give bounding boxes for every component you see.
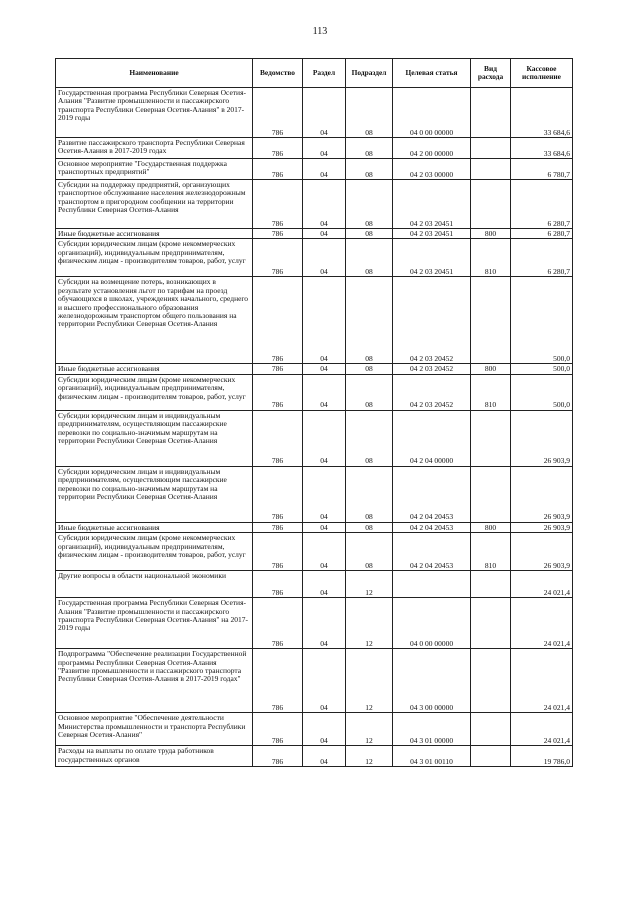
cell-target-article: 04 2 03 00000 [393, 159, 471, 180]
cell-target-article: 04 0 00 00000 [393, 598, 471, 649]
cell-name: Основное мероприятие "Обеспечение деятельности Министерства промышленности и транспорта Республики Северная Осетия-Алания" [56, 713, 253, 746]
cell-expense-type [471, 180, 511, 229]
cell-cash-execution: 26 903,9 [511, 466, 573, 522]
cell-subsection: 12 [346, 571, 393, 598]
budget-table [55, 58, 573, 767]
table-row [56, 364, 573, 374]
cell-expense-type [471, 138, 511, 159]
cell-expense-type [471, 571, 511, 598]
cell-subsection: 12 [346, 713, 393, 746]
cell-section: 04 [303, 138, 346, 159]
cell-name: Расходы на выплаты по оплате труда работников государственных органов [56, 746, 253, 767]
cell-subsection: 08 [346, 88, 393, 138]
cell-name: Развитие пассажирского транспорта Республики Северная Осетия-Алания в 2017-2019 годах [56, 138, 253, 159]
cell-name: Иные бюджетные ассигнования [56, 229, 253, 239]
cell-section: 04 [303, 533, 346, 571]
cell-target-article: 04 2 03 20451 [393, 229, 471, 239]
header-department: Ведомство [253, 59, 303, 88]
cell-section: 04 [303, 649, 346, 713]
cell-target-article: 04 2 03 20451 [393, 239, 471, 277]
cell-name: Иные бюджетные ассигнования [56, 364, 253, 374]
table-row [56, 713, 573, 746]
cell-name: Иные бюджетные ассигнования [56, 522, 253, 532]
cell-expense-type: 810 [471, 239, 511, 277]
table-row [56, 649, 573, 713]
cell-section: 04 [303, 522, 346, 532]
table-row [56, 410, 573, 466]
cell-department: 786 [253, 598, 303, 649]
cell-name: Другие вопросы в области национальной экономики [56, 571, 253, 598]
cell-name: Подпрограмма "Обеспечение реализации Государственной программы Республики Северная Осетия-Алания "Развитие промышленности и пассажирского транспорта Республики Северная Осетия-Алания в 2017-2019 годах" [56, 649, 253, 713]
cell-expense-type: 800 [471, 229, 511, 239]
cell-subsection: 08 [346, 180, 393, 229]
cell-cash-execution: 26 903,9 [511, 522, 573, 532]
table-row [56, 159, 573, 180]
cell-section: 04 [303, 180, 346, 229]
cell-subsection: 12 [346, 746, 393, 767]
cell-target-article: 04 3 00 00000 [393, 649, 471, 713]
table-row [56, 239, 573, 277]
cell-section: 04 [303, 239, 346, 277]
cell-cash-execution: 33 684,6 [511, 138, 573, 159]
cell-target-article: 04 2 03 20452 [393, 277, 471, 364]
cell-department: 786 [253, 159, 303, 180]
cell-expense-type: 800 [471, 364, 511, 374]
table-row [56, 229, 573, 239]
cell-expense-type [471, 649, 511, 713]
cell-subsection: 08 [346, 533, 393, 571]
cell-section: 04 [303, 364, 346, 374]
cell-cash-execution: 33 684,6 [511, 88, 573, 138]
cell-cash-execution: 6 780,7 [511, 159, 573, 180]
cell-cash-execution: 6 280,7 [511, 229, 573, 239]
cell-target-article: 04 3 01 00000 [393, 713, 471, 746]
page-number: 113 [312, 26, 328, 37]
header-section: Раздел [303, 59, 346, 88]
cell-subsection: 08 [346, 239, 393, 277]
table-row [56, 374, 573, 410]
cell-target-article: 04 2 04 20453 [393, 466, 471, 522]
table-row [56, 533, 573, 571]
cell-cash-execution: 6 280,7 [511, 239, 573, 277]
cell-subsection: 08 [346, 138, 393, 159]
table-body [56, 88, 573, 767]
cell-expense-type [471, 88, 511, 138]
cell-subsection: 12 [346, 598, 393, 649]
cell-name: Субсидии на поддержку предприятий, организующих транспортное обслуживание населения железнодорожным транспортом в пригородном сообщении на территории Республики Северная Осетия-Алания [56, 180, 253, 229]
table-row [56, 277, 573, 364]
cell-department: 786 [253, 713, 303, 746]
cell-subsection: 08 [346, 364, 393, 374]
cell-target-article: 04 2 04 20453 [393, 533, 471, 571]
cell-cash-execution: 500,0 [511, 364, 573, 374]
cell-department: 786 [253, 138, 303, 159]
table-row [56, 571, 573, 598]
cell-section: 04 [303, 159, 346, 180]
table-row [56, 466, 573, 522]
cell-name: Субсидии юридическим лицам (кроме некоммерческих организаций), индивидуальным предпринимателям, физическим лицам - производителям товаров, работ, услуг [56, 533, 253, 571]
cell-subsection: 08 [346, 466, 393, 522]
cell-cash-execution: 26 903,9 [511, 533, 573, 571]
cell-department: 786 [253, 533, 303, 571]
cell-subsection: 08 [346, 374, 393, 410]
header-expense-type: Вид расхода [471, 59, 511, 88]
cell-target-article: 04 2 03 20452 [393, 364, 471, 374]
cell-expense-type [471, 277, 511, 364]
cell-section: 04 [303, 410, 346, 466]
header-name: Наименование [56, 59, 253, 88]
cell-department: 786 [253, 522, 303, 532]
table-row [56, 746, 573, 767]
cell-cash-execution: 6 280,7 [511, 180, 573, 229]
cell-department: 786 [253, 374, 303, 410]
cell-expense-type [471, 159, 511, 180]
cell-cash-execution: 24 021,4 [511, 571, 573, 598]
cell-target-article: 04 2 03 20452 [393, 374, 471, 410]
cell-department: 786 [253, 88, 303, 138]
cell-cash-execution: 24 021,4 [511, 713, 573, 746]
cell-department: 786 [253, 239, 303, 277]
header-target-article: Целевая статья [393, 59, 471, 88]
cell-department: 786 [253, 277, 303, 364]
cell-department: 786 [253, 364, 303, 374]
cell-department: 786 [253, 410, 303, 466]
cell-section: 04 [303, 88, 346, 138]
cell-section: 04 [303, 466, 346, 522]
cell-name: Государственная программа Республики Северная Осетия-Алания "Развитие промышленности и пассажирского транспорта Республики Северная Осетия-Алания" на 2017-2019 годы [56, 598, 253, 649]
table-row [56, 522, 573, 532]
cell-section: 04 [303, 713, 346, 746]
cell-expense-type: 800 [471, 522, 511, 532]
table-row [56, 88, 573, 138]
cell-subsection: 12 [346, 649, 393, 713]
cell-name: Субсидии юридическим лицам (кроме некоммерческих организаций), индивидуальным предпринимателям, физическим лицам - производителям товаров, работ, услуг [56, 239, 253, 277]
cell-section: 04 [303, 746, 346, 767]
cell-name: Субсидии юридическим лицам и индивидуальным предпринимателям, осуществляющим пассажирские перевозки по социально-значимым маршрутам на территории Республики Северная Осетия-Алания [56, 410, 253, 466]
cell-subsection: 08 [346, 277, 393, 364]
cell-expense-type [471, 713, 511, 746]
cell-subsection: 08 [346, 229, 393, 239]
cell-expense-type [471, 598, 511, 649]
cell-department: 786 [253, 229, 303, 239]
table-header-row [56, 59, 573, 88]
cell-expense-type [471, 746, 511, 767]
cell-cash-execution: 24 021,4 [511, 649, 573, 713]
cell-subsection: 08 [346, 159, 393, 180]
cell-department: 786 [253, 571, 303, 598]
cell-department: 786 [253, 180, 303, 229]
header-subsection: Подраздел [346, 59, 393, 88]
cell-name: Основное мероприятие "Государственная поддержка транспортных предприятий" [56, 159, 253, 180]
cell-department: 786 [253, 746, 303, 767]
cell-cash-execution: 26 903,9 [511, 410, 573, 466]
cell-name: Субсидии на возмещение потерь, возникающих в результате установления льгот по тарифам на проезд обучающихся в школах, учреждениях начального, среднего и высшего профессионального образования железнодорожным транспортом общего пользования на территории Республики Северная Осетия-Алания [56, 277, 253, 364]
cell-target-article: 04 2 04 00000 [393, 410, 471, 466]
cell-department: 786 [253, 466, 303, 522]
cell-target-article: 04 2 04 20453 [393, 522, 471, 532]
table-row [56, 138, 573, 159]
cell-section: 04 [303, 374, 346, 410]
cell-section: 04 [303, 277, 346, 364]
cell-expense-type: 810 [471, 533, 511, 571]
cell-target-article: 04 2 03 20451 [393, 180, 471, 229]
cell-target-article [393, 571, 471, 598]
cell-subsection: 08 [346, 522, 393, 532]
table-row [56, 598, 573, 649]
cell-name: Субсидии юридическим лицам и индивидуальным предпринимателям, осуществляющим пассажирские перевозки по социально-значимым маршрутам на территории Республики Северная Осетия-Алания [56, 466, 253, 522]
cell-cash-execution: 500,0 [511, 374, 573, 410]
cell-target-article: 04 0 00 00000 [393, 88, 471, 138]
cell-expense-type: 810 [471, 374, 511, 410]
cell-section: 04 [303, 229, 346, 239]
cell-cash-execution: 500,0 [511, 277, 573, 364]
cell-cash-execution: 24 021,4 [511, 598, 573, 649]
cell-name: Субсидии юридическим лицам (кроме некоммерческих организаций), индивидуальным предпринимателям, физическим лицам - производителям товаров, работ, услуг [56, 374, 253, 410]
cell-subsection: 08 [346, 410, 393, 466]
table-row [56, 180, 573, 229]
cell-expense-type [471, 410, 511, 466]
cell-target-article: 04 3 01 00110 [393, 746, 471, 767]
cell-section: 04 [303, 571, 346, 598]
cell-target-article: 04 2 00 00000 [393, 138, 471, 159]
cell-cash-execution: 19 786,0 [511, 746, 573, 767]
cell-department: 786 [253, 649, 303, 713]
cell-expense-type [471, 466, 511, 522]
header-cash-execution: Кассовое исполнение [511, 59, 573, 88]
cell-section: 04 [303, 598, 346, 649]
cell-name: Государственная программа Республики Северная Осетия-Алания "Развитие промышленности и пассажирского транспорта Республики Северная Осетия-Алания" в 2017-2019 годы [56, 88, 253, 138]
